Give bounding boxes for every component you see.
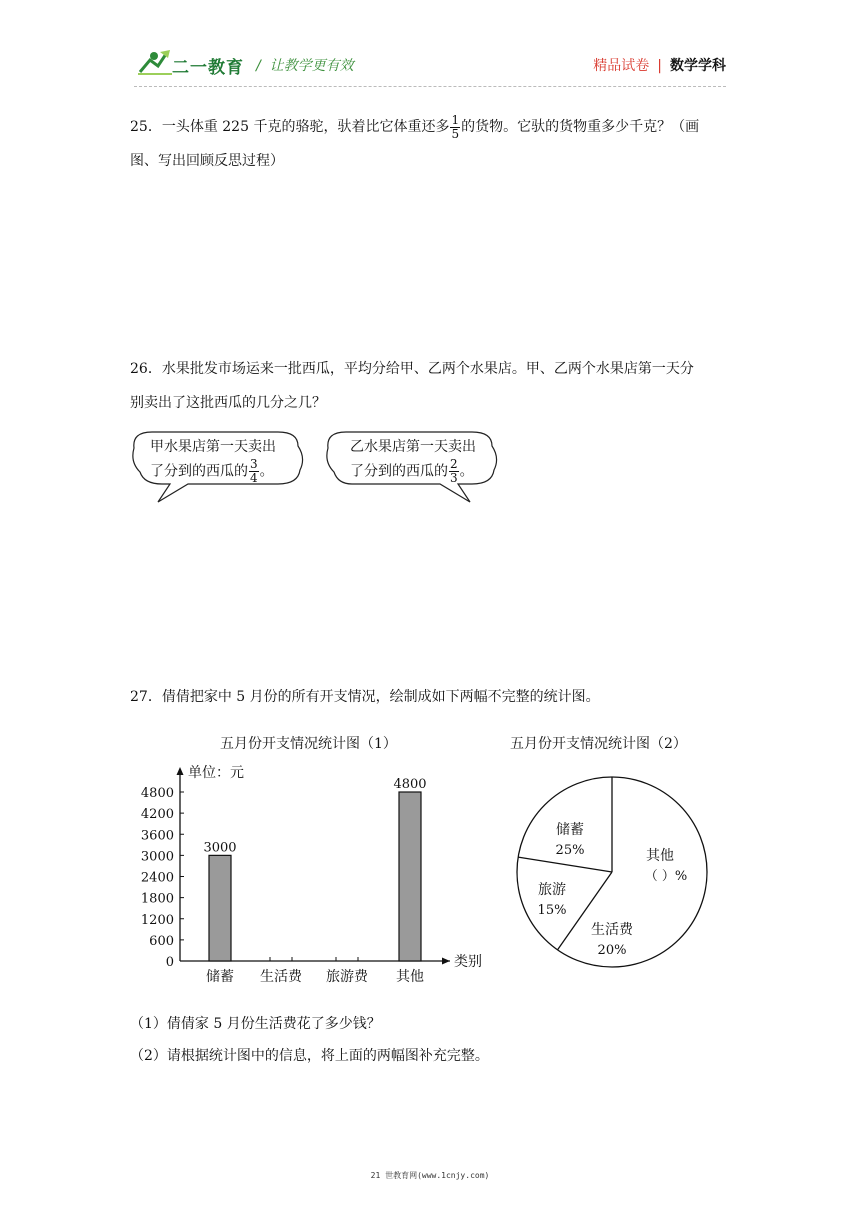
- q27-sub1: （1）倩倩家 5 月份生活费花了多少钱？: [130, 1016, 381, 1032]
- pie-slice-value: （ ）%: [644, 869, 688, 884]
- q25-fraction: [450, 114, 460, 141]
- pie-chart-title: 五月份开支情况统计图（2）: [510, 736, 687, 752]
- x-category-label: 生活费: [260, 969, 302, 985]
- q26-line2: 别卖出了这批西瓜的几分之几？: [130, 395, 326, 411]
- header-separator: |: [657, 58, 662, 74]
- q27-text: 倩倩把家中 5 月份的所有开支情况，绘制成如下两幅不完整的统计图。: [161, 689, 600, 705]
- q26-number: 26．: [130, 361, 162, 377]
- bubble-1-fraction: [249, 458, 259, 485]
- bubble-2-frac-num: 2: [450, 457, 458, 471]
- y-tick-label: 2400: [140, 870, 174, 886]
- header-subject: 数学学科: [670, 58, 726, 74]
- q27-sub2: （2）请根据统计图中的信息，将上面的两幅图补充完整。: [130, 1048, 489, 1064]
- q25-line1: [130, 110, 734, 144]
- x-category-label: 储蓄: [206, 969, 234, 985]
- question-26: [130, 352, 734, 420]
- y-axis-arrow-icon: [177, 767, 184, 775]
- page-footer: 21 世教育网(www.1cnjy.com): [370, 1171, 490, 1180]
- q25-number: 25．: [130, 119, 162, 135]
- bar-chart: [120, 755, 500, 990]
- bubble-2-fraction: [449, 458, 459, 485]
- q27-number: 27．: [130, 689, 162, 705]
- q25-frac-den: 5: [451, 126, 460, 141]
- bar-data-label: 3000: [203, 840, 237, 856]
- q26-text-1: 水果批发市场运来一批西瓜，平均分给甲、乙两个水果店。甲、乙两个水果店第一天分: [161, 361, 694, 377]
- q25-text-b: 的货物。它驮的货物重多少千克？（画: [461, 119, 700, 135]
- y-tick-label: 4800: [140, 786, 174, 801]
- q25-text-a: 一头体重 225 千克的骆驼，驮着比它体重还多: [161, 119, 450, 135]
- y-tick-label: 3000: [140, 849, 174, 865]
- pie-chart: [510, 772, 715, 977]
- bubble-2-line1: 乙水果店第一天卖出: [350, 439, 476, 455]
- slogan-text: 让教学更有效: [269, 58, 354, 74]
- question-25: [130, 110, 734, 178]
- y-tick-label: 1800: [140, 891, 174, 907]
- bubble-1-frac-num: 3: [250, 457, 258, 471]
- bar-0: [209, 855, 231, 961]
- y-tick-label: 1200: [140, 912, 174, 928]
- bar-data-label: 4800: [393, 777, 427, 792]
- bubble-2-frac-den: 3: [450, 471, 458, 485]
- q25-frac-num: 1: [451, 112, 460, 127]
- pie-slice-value: 15%: [537, 903, 567, 918]
- bubble-2-line2-text: 了分到的西瓜的: [350, 463, 448, 480]
- bubble-1-text: [150, 436, 276, 485]
- header-badge: 精品试卷: [593, 58, 650, 74]
- y-tick-label: 0: [165, 955, 174, 970]
- header-right: [593, 55, 726, 75]
- bubble-1-line2-text: 了分到的西瓜的: [150, 463, 248, 480]
- pie-slice-value: 25%: [555, 843, 585, 858]
- bubble-2-end: 。: [459, 463, 474, 480]
- pie-slice-label: 旅游: [538, 882, 566, 898]
- q25-line2: 图、写出回顾反思过程）: [130, 153, 284, 169]
- bubble-1-line2: [150, 458, 276, 485]
- x-category-label: 旅游费: [326, 969, 368, 985]
- q26-line1: [130, 352, 734, 386]
- pie-slice-value: 20%: [597, 943, 627, 958]
- pie-slice-label: 其他: [646, 848, 674, 864]
- bubble-1-frac-den: 4: [250, 471, 258, 485]
- bar-chart-title: 五月份开支情况统计图（1）: [220, 736, 397, 752]
- page-header: [0, 0, 860, 100]
- bubble-2-text: [350, 436, 476, 485]
- x-axis-arrow-icon: [442, 958, 450, 965]
- header-slogan: / 让教学更有效: [256, 58, 354, 74]
- logo-text: 二一教育: [172, 58, 244, 78]
- x-category-label: 其他: [396, 969, 424, 985]
- y-axis-label: 单位：元: [188, 765, 244, 781]
- header-divider: [134, 86, 726, 87]
- q27-line1: [130, 680, 734, 714]
- bubble-1-end: 。: [259, 463, 274, 480]
- y-tick-label: 4200: [140, 807, 174, 823]
- question-27: [130, 680, 734, 714]
- bubble-2-line2: [350, 458, 476, 485]
- bar-3: [399, 792, 421, 961]
- pie-slice-label: 生活费: [591, 922, 633, 938]
- y-tick-label: 600: [149, 933, 174, 949]
- y-tick-label: 3600: [140, 828, 174, 844]
- x-axis-label: 类别: [454, 954, 482, 970]
- bubble-1-line1: 甲水果店第一天卖出: [150, 439, 276, 455]
- pie-slice-label: 储蓄: [556, 822, 584, 838]
